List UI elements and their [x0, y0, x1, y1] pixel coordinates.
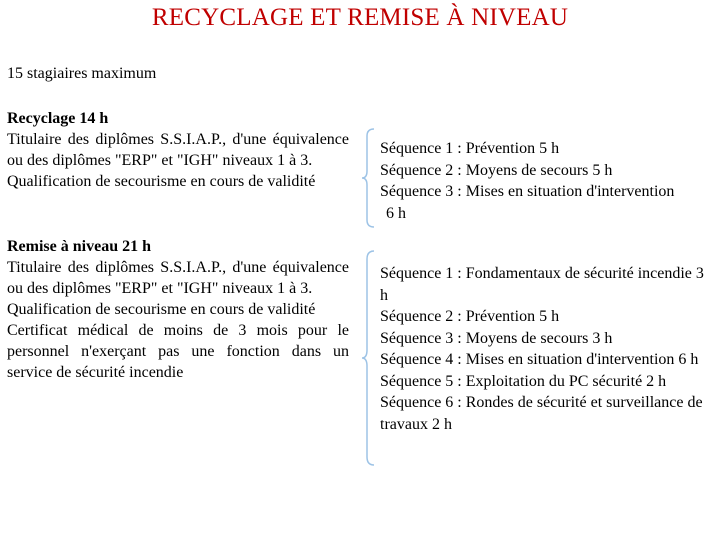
remise-sequences	[380, 263, 715, 435]
recyclage-requirement: Qualification de secourisme en cours de validité	[7, 173, 316, 190]
sequence-item: Séquence 1 : Fondamentaux de sécurité incendie 3 h	[380, 265, 704, 304]
recyclage-requirement: Titulaire des diplômes S.S.I.A.P., d'une équivalence ou des diplômes "ERP" et "IGH" niveaux 1 à 3.	[7, 131, 349, 169]
sequence-item: Séquence 4 : Mises en situation d'intervention 6 h	[380, 351, 699, 368]
sequence-item: Séquence 5 : Exploitation du PC sécurité 2 h	[380, 372, 667, 390]
sequence-item: Séquence 2 : Moyens de secours 5 h	[380, 161, 613, 179]
capacity-note: 15 stagiaires maximum	[7, 65, 157, 82]
sequence-item: Séquence 3 : Moyens de secours 3 h	[380, 329, 613, 347]
sequence-item: Séquence 2 : Prévention 5 h	[380, 308, 560, 325]
page-title: RECYCLAGE ET REMISE À NIVEAU	[151, 4, 569, 31]
sequence-item: 6 h	[386, 204, 406, 222]
sequence-item: Séquence 3 : Mises en situation d'intervention	[380, 183, 675, 200]
sequence-item: Séquence 6 : Rondes de sécurité et surveillance de travaux 2 h	[380, 394, 703, 433]
brace-icon	[362, 250, 376, 466]
remise-requirement: Titulaire des diplômes S.S.I.A.P., d'une équivalence ou des diplômes "ERP" et "IGH" niveaux 1 à 3.	[7, 259, 349, 297]
remise-heading: Remise à niveau 21 h	[7, 238, 151, 255]
sequence-item: Séquence 1 : Prévention 5 h	[380, 140, 560, 157]
remise-requirement: Certificat médical de moins de 3 mois pour le personnel n'exerçant pas une fonction dans un service de sécurité incendie	[7, 322, 349, 381]
recyclage-heading: Recyclage 14 h	[7, 110, 109, 127]
remise-requirement: Qualification de secourisme en cours de validité	[7, 301, 316, 318]
recyclage-block	[7, 108, 349, 192]
remise-block	[7, 236, 349, 383]
recyclage-sequences	[380, 138, 715, 224]
brace-icon	[362, 128, 376, 228]
